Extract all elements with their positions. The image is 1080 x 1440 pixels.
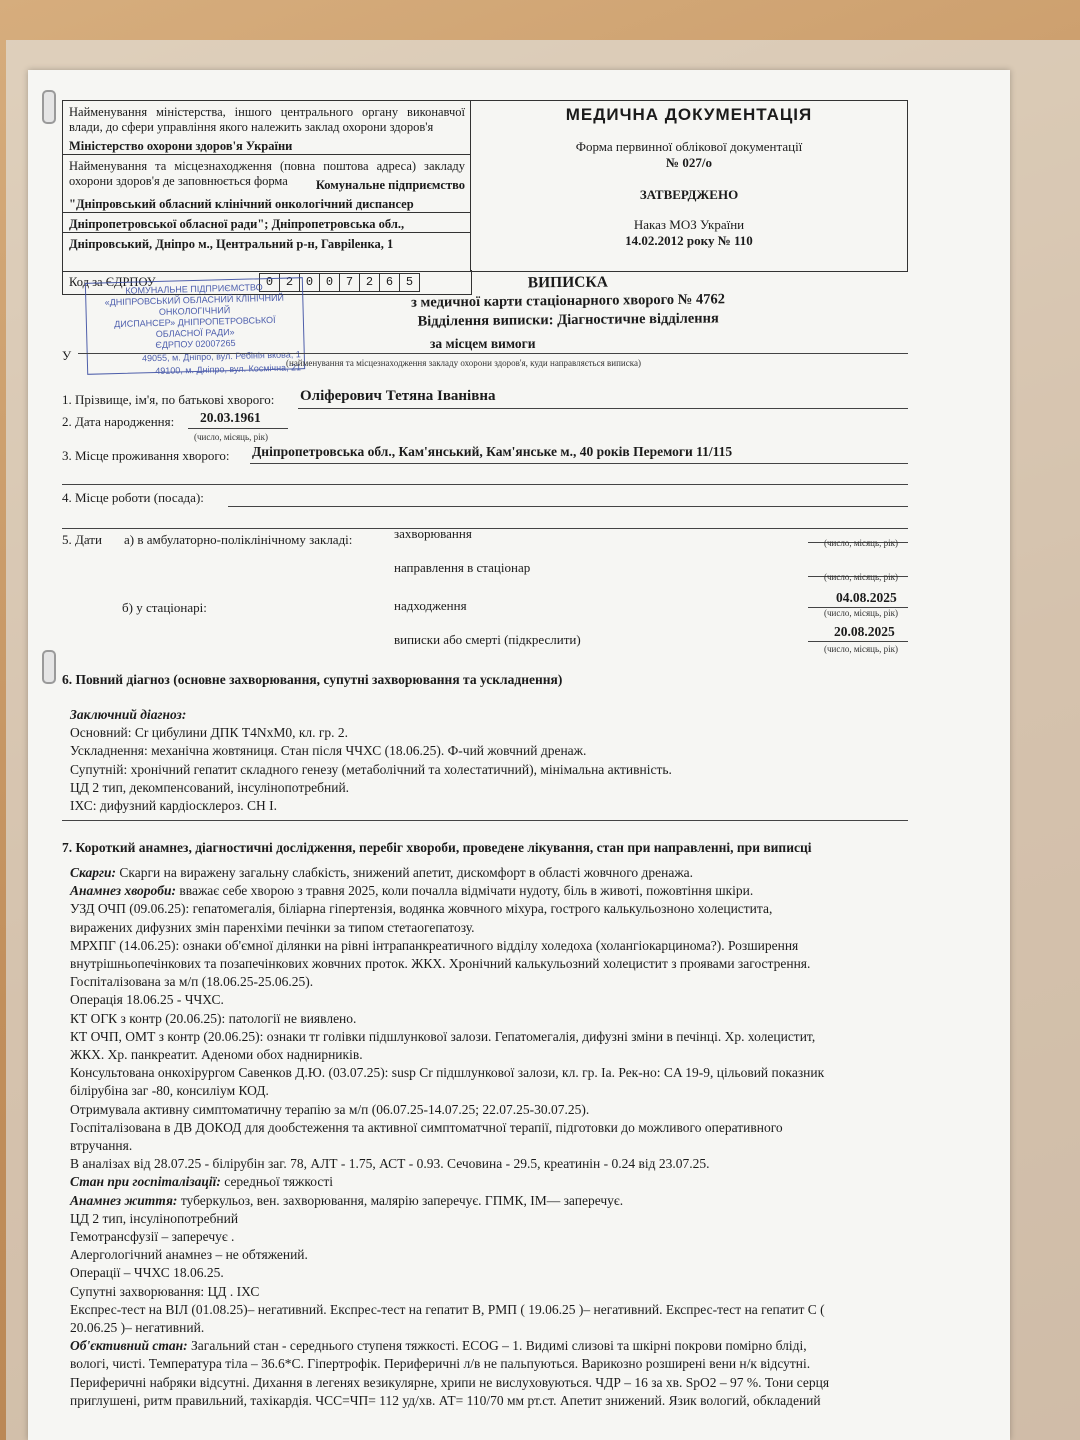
discharge-date: 20.08.2025: [834, 624, 895, 639]
field-5b-1: надходження: [394, 598, 467, 613]
header-right-block: [470, 100, 908, 272]
anamnesis-line: втручання.: [70, 1138, 133, 1154]
order-line-1: Наказ МОЗ України: [633, 217, 745, 232]
underline: [228, 506, 908, 507]
recipient-hint: (найменування та місцезнаходження закладу охорони здоров'я, куди направляється виписка): [286, 358, 641, 368]
edrpou-label: Код за ЄДРПОУ: [69, 275, 156, 289]
birth-date-hint: (число, місяць, рік): [194, 432, 268, 442]
ministry-value: Міністерство охорони здоров'я України: [63, 135, 471, 155]
ministry-label: Найменування міністерства, іншого центрального органу виконавчої влади, до сфери управління якого належить заклад охорони здоров'я: [69, 105, 465, 134]
diagnosis-line: Основний: Cr цибулини ДПК T4NxM0, кл. гр. 2.: [70, 725, 349, 741]
anamnesis-line: Гемотрансфузії – заперечує .: [70, 1229, 235, 1245]
complaints-text: Скарги на виражену загальну слабкість, знижений апетит, дискомфорт в області жовчного дренажа.: [119, 865, 694, 880]
date-hint: (число, місяць, рік): [824, 608, 898, 618]
life-text: туберкульоз, вен. захворювання, малярію заперечує. ГПМК, ІМ— заперечує.: [180, 1192, 624, 1208]
facility-value-3: Дніпропетровської обласної ради"; Дніпропетровська обл.,: [63, 213, 471, 233]
stamp-line: «ДНІПРОВСЬКИЙ ОБЛАСНИЙ КЛІНІЧНИЙ ОНКОЛОГІЧНИЙ: [104, 292, 285, 317]
anamnesis-line: В аналізах від 28.07.25 - білірубін заг. 78, АЛТ - 1.75, АСТ - 0.93. Сечовина - 29.5, креатинін - 0.24 від 23.07.25.: [70, 1156, 710, 1172]
field-3-label: 3. Місце проживання хворого:: [62, 448, 230, 463]
complaints-label: Скарги:: [70, 865, 116, 880]
diagnosis-body: [70, 706, 672, 815]
birth-date: 20.03.1961: [200, 410, 261, 425]
diagnosis-subheading: Заключний діагноз:: [70, 707, 187, 722]
header-left-block: [62, 100, 471, 272]
anamnesis-line: КТ ОГК з контр (20.06.25): патології не виявлено.: [70, 1010, 357, 1026]
edrpou-digit: 5: [399, 273, 420, 292]
anamnesis-heading: 7. Короткий анамнез, діагностичні дослідження, перебіг хвороби, проведене лікування, стан при направленні, при виписці: [62, 840, 812, 855]
document-page: [28, 70, 1010, 1440]
stamp-line: ДИСПАНСЕР» ДНІПРОПЕТРОВСЬКОЇ ОБЛАСНОЇ РАДИ»: [114, 314, 276, 340]
anamnesis-line: Експрес-тест на ВІЛ (01.08.25)– негативний. Експрес-тест на гепатит В, РМП ( 19.06.25 )– негативний. Експрес-тест на гепатит С (: [70, 1301, 825, 1317]
document-title: [318, 270, 819, 332]
state-label: Стан при госпіталізації:: [70, 1174, 221, 1190]
field-1-label: 1. Прізвище, ім'я, по батькові хворого:: [62, 392, 275, 407]
diagnosis-line: ІХС: дифузний кардіосклероз. СН І.: [70, 798, 277, 814]
form-number: № 027/о: [666, 155, 712, 170]
title-main: ВИПИСКА: [527, 273, 608, 292]
objective-label: Об'єктивний стан:: [70, 1338, 188, 1354]
order-line-2: 14.02.2012 року № 110: [625, 233, 753, 248]
admission-date: 04.08.2025: [836, 590, 897, 605]
edrpou-digit: 0: [319, 273, 339, 292]
anamnesis-line: ЦД 2 тип, інсулінопотребний: [70, 1210, 239, 1226]
punch-hole: [42, 650, 56, 684]
anamnesis-line: КТ ОЧП, ОМТ з контр (20.06.25): ознаки тr голівки підшлункової залози. Гепатомегалія, дифузні зміни в печінці. Хр. холецистит,: [70, 1028, 816, 1044]
diagnosis-line: ЦД 2 тип, декомпенсований, інсулінопотребний.: [70, 779, 350, 795]
diagnosis-line: Супутній: хронічний гепатит складного генезу (метаболічний та холестатичний), мінімальна активність.: [70, 761, 672, 777]
anamnesis-line: вологі, чисті. Температура тіла – 36.6*С. Гіпертрофік. Периферичні л/в не пальпуються. Варикозно розширені вени н/к відсутні.: [70, 1356, 811, 1372]
anamnesis-line: Операція 18.06.25 - ЧЧХС.: [70, 992, 224, 1008]
diagnosis-heading: 6. Повний діагноз (основне захворювання, супутні захворювання та ускладнення): [62, 672, 563, 687]
edrpou-digit: 7: [339, 273, 359, 292]
underline: [62, 528, 908, 529]
title-department: Відділення виписки: Діагностичне відділення: [417, 310, 719, 330]
state-text: середньої тяжкості: [224, 1174, 333, 1190]
edrpou-digit: 0: [299, 273, 319, 292]
form-line-1: Форма первинної облікової документації: [575, 139, 803, 154]
underline: [250, 463, 908, 464]
anamnesis-line: приглушені, ритм правильний, тахікардія. ЧСС=ЧП= 112 уд/хв. АТ= 110/70 мм рт.ст. Апетит знижений. Язик вологий, обкладений: [70, 1392, 821, 1408]
stamp-address: 49100, м. Дніпро, вул. Космічна, 21: [155, 362, 302, 377]
edrpou-digit: 0: [259, 273, 279, 292]
anamnesis-line: 20.06.25 )– негативний.: [70, 1320, 205, 1336]
underline: [62, 484, 908, 485]
history-label: Анамнез хвороби:: [70, 883, 177, 899]
recipient-prefix: У: [62, 348, 72, 363]
facility-label: Найменування та місцезнаходження (повна поштова адреса) закладу охорони здоров'я де заповнюється форма: [69, 159, 465, 188]
objective-text: Загальний стан - середнього ступеня тяжкості. ECOG – 1. Видимі слизові та шкірні покрови помірно бліді,: [191, 1338, 807, 1354]
underline: [808, 641, 908, 642]
field-4-label: 4. Місце роботи (посада):: [62, 490, 204, 505]
anamnesis-line: ЖКХ. Хр. панкреатит. Аденоми обох наднирників.: [70, 1047, 363, 1063]
anamnesis-line: Консультована онкохірургом Савенков Д.Ю. (03.07.25): susp Cr підшлункової залози, кл. гр. Іа. Рек-но: CA 19-9, цільовий показник: [70, 1065, 825, 1081]
field-5a-label: а) в амбулаторно-поліклінічному закладі:: [124, 532, 353, 547]
diagnosis-line: Ускладнення: механічна жовтяниця. Стан після ЧЧХС (18.06.25). Ф-чий жовчний дренаж.: [70, 743, 587, 759]
edrpou-digit: 2: [359, 273, 379, 292]
field-5a-1: захворювання: [394, 526, 472, 541]
anamnesis-body: [70, 864, 829, 1410]
residence: Дніпропетровська обл., Кам'янський, Кам'янське м., 40 років Перемоги 11/115: [252, 444, 733, 459]
field-5b-2: виписки або смерті (підкреслити): [394, 632, 581, 647]
date-hint: (число, місяць, рік): [824, 538, 898, 548]
approved-label: ЗАТВЕРДЖЕНО: [639, 187, 739, 202]
anamnesis-line: Госпіталізована за м/п (18.06.25-25.06.25).: [70, 974, 314, 990]
date-hint: (число, місяць, рік): [824, 572, 898, 582]
anamnesis-line: Операції – ЧЧХС 18.06.25.: [70, 1265, 224, 1281]
facility-value-4: Дніпровський, Дніпро м., Центральний р-н, Гаврilенка, 1: [69, 237, 394, 251]
punch-hole: [42, 90, 56, 124]
life-label: Анамнез життя:: [70, 1192, 178, 1208]
facility-value-1: Комунальне підприємство: [315, 178, 465, 192]
field-2-label: 2. Дата народження:: [62, 414, 175, 429]
field-5-label: 5. Дати: [62, 532, 102, 547]
stamp-line: КОМУНАЛЬНЕ ПІДПРИЄМСТВО: [125, 282, 263, 296]
anamnesis-line: білірубіна заг -80, консиліум КОД.: [70, 1083, 269, 1099]
facility-value-2: "Дніпровський обласний клінічний онкологічний диспансер: [63, 193, 471, 213]
stamp-address: 49055, м. Дніпро, вул. Ребінія вкова, 1: [141, 349, 301, 364]
anamnesis-line: внутрішньопечінкових та позапечінкових жовчних проток. ЖКХ. Хронічний калькульозний холецистит з проявами загострення.: [70, 956, 811, 972]
patient-name: Оліферович Тетяна Іванівна: [300, 388, 496, 404]
anamnesis-line: Периферичні набряки відсутні. Дихання в легенях везикулярне, хрипи не вислуховуються. ЧДР – 16 за хв. SpO2 – 97 %. Тони серця: [70, 1374, 830, 1390]
underline: [298, 408, 908, 409]
title-card-number: з медичної карти стаціонарного хворого № 4762: [410, 291, 726, 311]
anamnesis-line: МРХПГ (14.06.25): ознаки об'ємної ділянки на рівні інтрапанкреатичного відділу холедоха (холангіокарцинома?). Розширення: [70, 937, 799, 953]
date-hint: (число, місяць, рік): [824, 644, 898, 654]
underline: [78, 353, 908, 354]
history-text: вважає себе хворою з травня 2025, коли почалла відмічати нудоту, біль в животі, пожовтіння шкіри.: [179, 883, 754, 899]
underline: [188, 428, 288, 429]
edrpou-digit: 6: [379, 273, 399, 292]
anamnesis-line: УЗД ОЧП (09.06.25): гепатомегалія, біліарна гіпертензія, водянка жовчного міхура, гострого калькульозноно холецистита,: [70, 901, 773, 917]
stamp-line: ЄДРПОУ 02007265: [155, 337, 236, 351]
anamnesis-line: виражених дифузних змін паренхіми печінки за типом стетаогепатозу.: [70, 919, 475, 935]
anamnesis-line: Госпіталізована в ДВ ДОКОД для дообстеження та активної симптоматчної терапії, підготовки до можливого оперативного: [70, 1119, 783, 1135]
anamnesis-line: Супутні захворювання: ЦД . ІХС: [70, 1283, 260, 1299]
med-doc-title: МЕДИЧНА ДОКУМЕНТАЦІЯ: [565, 105, 813, 124]
field-5a-2: направлення в стаціонар: [394, 560, 531, 575]
edrpou-digit: 2: [279, 273, 299, 292]
anamnesis-line: Отримувала активну симптоматичну терапію за м/п (06.07.25-14.07.25; 22.07.25-30.07.25).: [70, 1101, 590, 1117]
anamnesis-line: Алергологічний анамнез – не обтяжений.: [70, 1247, 308, 1263]
field-5b-label: б) у стаціонарі:: [122, 600, 207, 615]
recipient-value: за місцем вимоги: [430, 336, 536, 351]
institution-stamp: [85, 277, 305, 375]
underline: [62, 820, 908, 821]
